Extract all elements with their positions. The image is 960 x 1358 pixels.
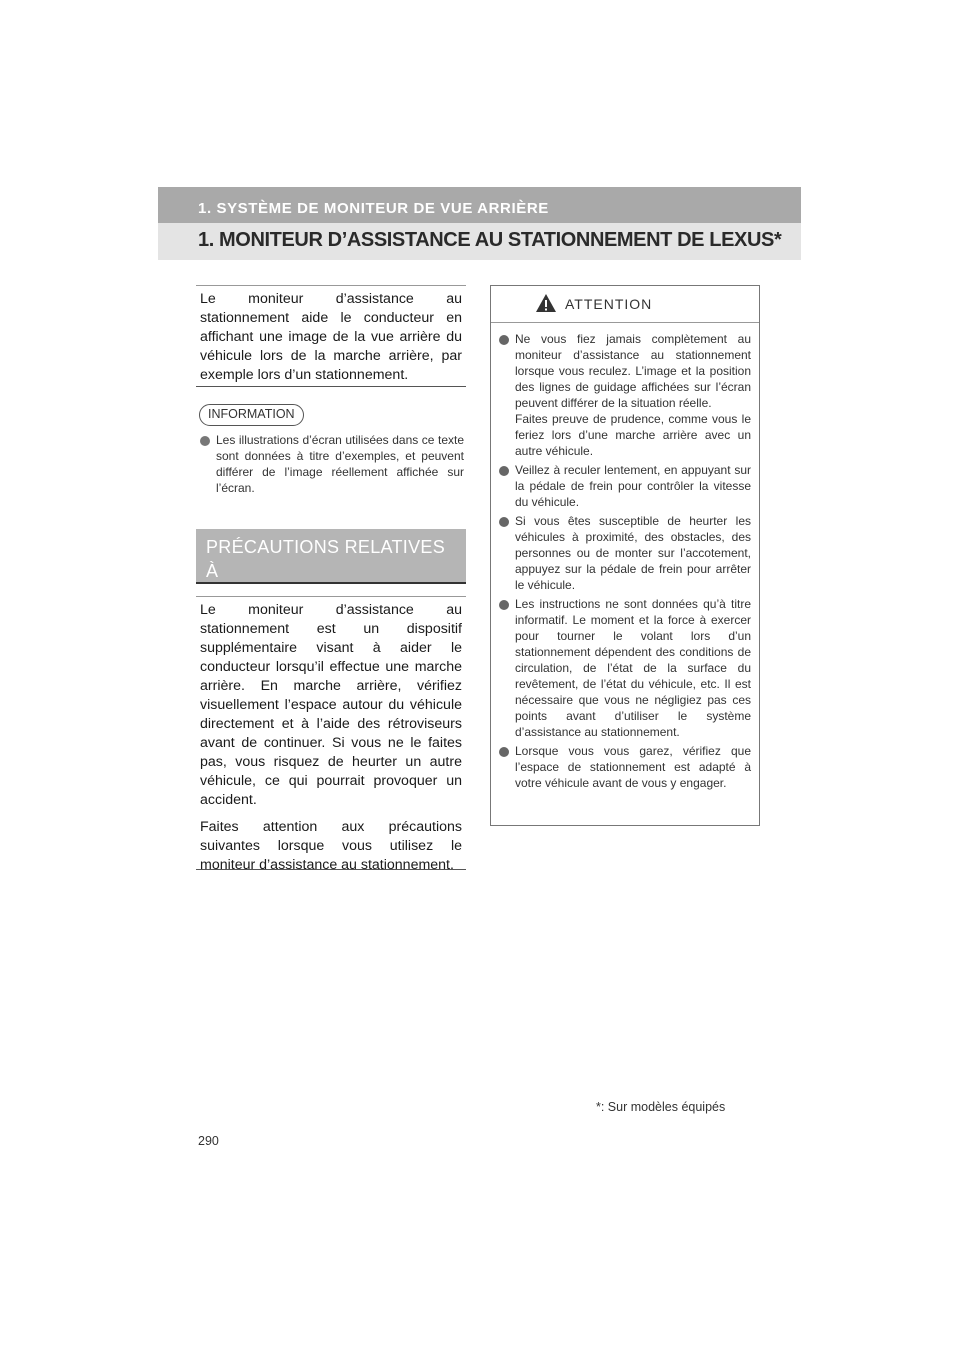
bullet-icon bbox=[499, 600, 509, 610]
attention-title: ATTENTION bbox=[565, 296, 653, 312]
bullet-icon bbox=[499, 747, 509, 757]
bullet-icon bbox=[499, 335, 509, 345]
attention-item bbox=[499, 596, 751, 740]
precautions-paragraph-2: Faites attention aux précautions suivantes lorsque vous utilisez le moniteur d’assistance au stationnement. bbox=[200, 819, 462, 873]
attention-item bbox=[499, 462, 751, 510]
attention-header bbox=[491, 286, 759, 323]
information-item bbox=[200, 432, 464, 496]
attention-item-text: Si vous êtes susceptible de heurter les véhicules à proximité, des obstacles, des personnes ou de monter sur l’accotement, appuyez sur la pédale de frein pour arrêter le véhicule. bbox=[515, 514, 751, 592]
page-number: 290 bbox=[198, 1134, 219, 1148]
attention-item bbox=[499, 513, 751, 593]
section-header bbox=[158, 187, 801, 223]
footnote: *: Sur modèles équipés bbox=[596, 1100, 726, 1114]
information-tag: INFORMATION bbox=[199, 404, 304, 426]
warning-triangle-icon bbox=[535, 293, 557, 313]
chapter-header bbox=[158, 223, 801, 260]
attention-box bbox=[490, 285, 760, 826]
bullet-icon bbox=[499, 517, 509, 527]
precautions-box bbox=[196, 596, 466, 873]
precautions-heading-line2: LA CONDUITE bbox=[206, 585, 330, 605]
intro-text: Le moniteur d’assistance au stationnement aide le conducteur en affichant une image de la vue arrière du véhicule lors de la marche arrière, par exemple lors d’un stationnement. bbox=[200, 291, 462, 383]
attention-item-text: Lorsque vous vous garez, vérifiez que l’espace de stationnement est adapté à votre véhicule avant de vous y engager. bbox=[515, 744, 751, 790]
attention-list bbox=[491, 323, 759, 791]
attention-item-continuation: Faites preuve de prudence, comme vous le feriez lors d’une marche arrière avec un autre véhicule. bbox=[515, 412, 751, 458]
section-title: 1. SYSTÈME DE MONITEUR DE VUE ARRIÈRE bbox=[198, 200, 549, 217]
attention-item bbox=[499, 331, 751, 459]
intro-box bbox=[196, 285, 466, 387]
bullet-icon bbox=[499, 466, 509, 476]
precautions-heading-line1: PRÉCAUTIONS RELATIVES À bbox=[206, 537, 446, 581]
attention-item-text: Les instructions ne sont données qu’à titre informatif. Le moment et la force à exercer pour tourner le volant lors d’un stationnement dépendent des conditions de circulation, de l’état de la surface du revêtement, de l’état du véhicule, etc. Il est nécessaire que vous ne négligiez pas ces points avant d’utiliser le système d’assistance au stationnement. bbox=[515, 597, 751, 739]
information-item-text: Les illustrations d’écran utilisées dans ce texte sont données à titre d’exemples, et peuvent différer de l’image réellement affichée sur l’écran. bbox=[216, 433, 464, 495]
precautions-paragraph-1: Le moniteur d’assistance au stationnement est un dispositif supplémentaire visant à aider le conducteur lorsqu’il effectue une marche arrière. En marche arrière, vérifiez visuellement l’espace autour du véhicule directement et à l’aide des rétroviseurs avant de continuer. Si vous ne le faites pas, vous risquez de heurter un autre véhicule, ce qui pourrait provoquer un accident. bbox=[200, 602, 462, 808]
information-list bbox=[200, 432, 464, 496]
attention-item bbox=[499, 743, 751, 791]
chapter-title: 1. MONITEUR D’ASSISTANCE AU STATIONNEMENT DE LEXUS* bbox=[198, 229, 782, 251]
bullet-icon bbox=[200, 436, 210, 446]
attention-item-text: Ne vous fiez jamais complètement au moniteur d’assistance au stationnement lorsque vous reculez. L’image et la position des lignes de guidage affichées sur l’écran peuvent différer de la situation réelle. bbox=[515, 332, 751, 410]
precautions-heading bbox=[196, 529, 466, 605]
attention-item-text: Veillez à reculer lentement, en appuyant sur la pédale de frein pour contrôler la vitesse du véhicule. bbox=[515, 463, 751, 509]
